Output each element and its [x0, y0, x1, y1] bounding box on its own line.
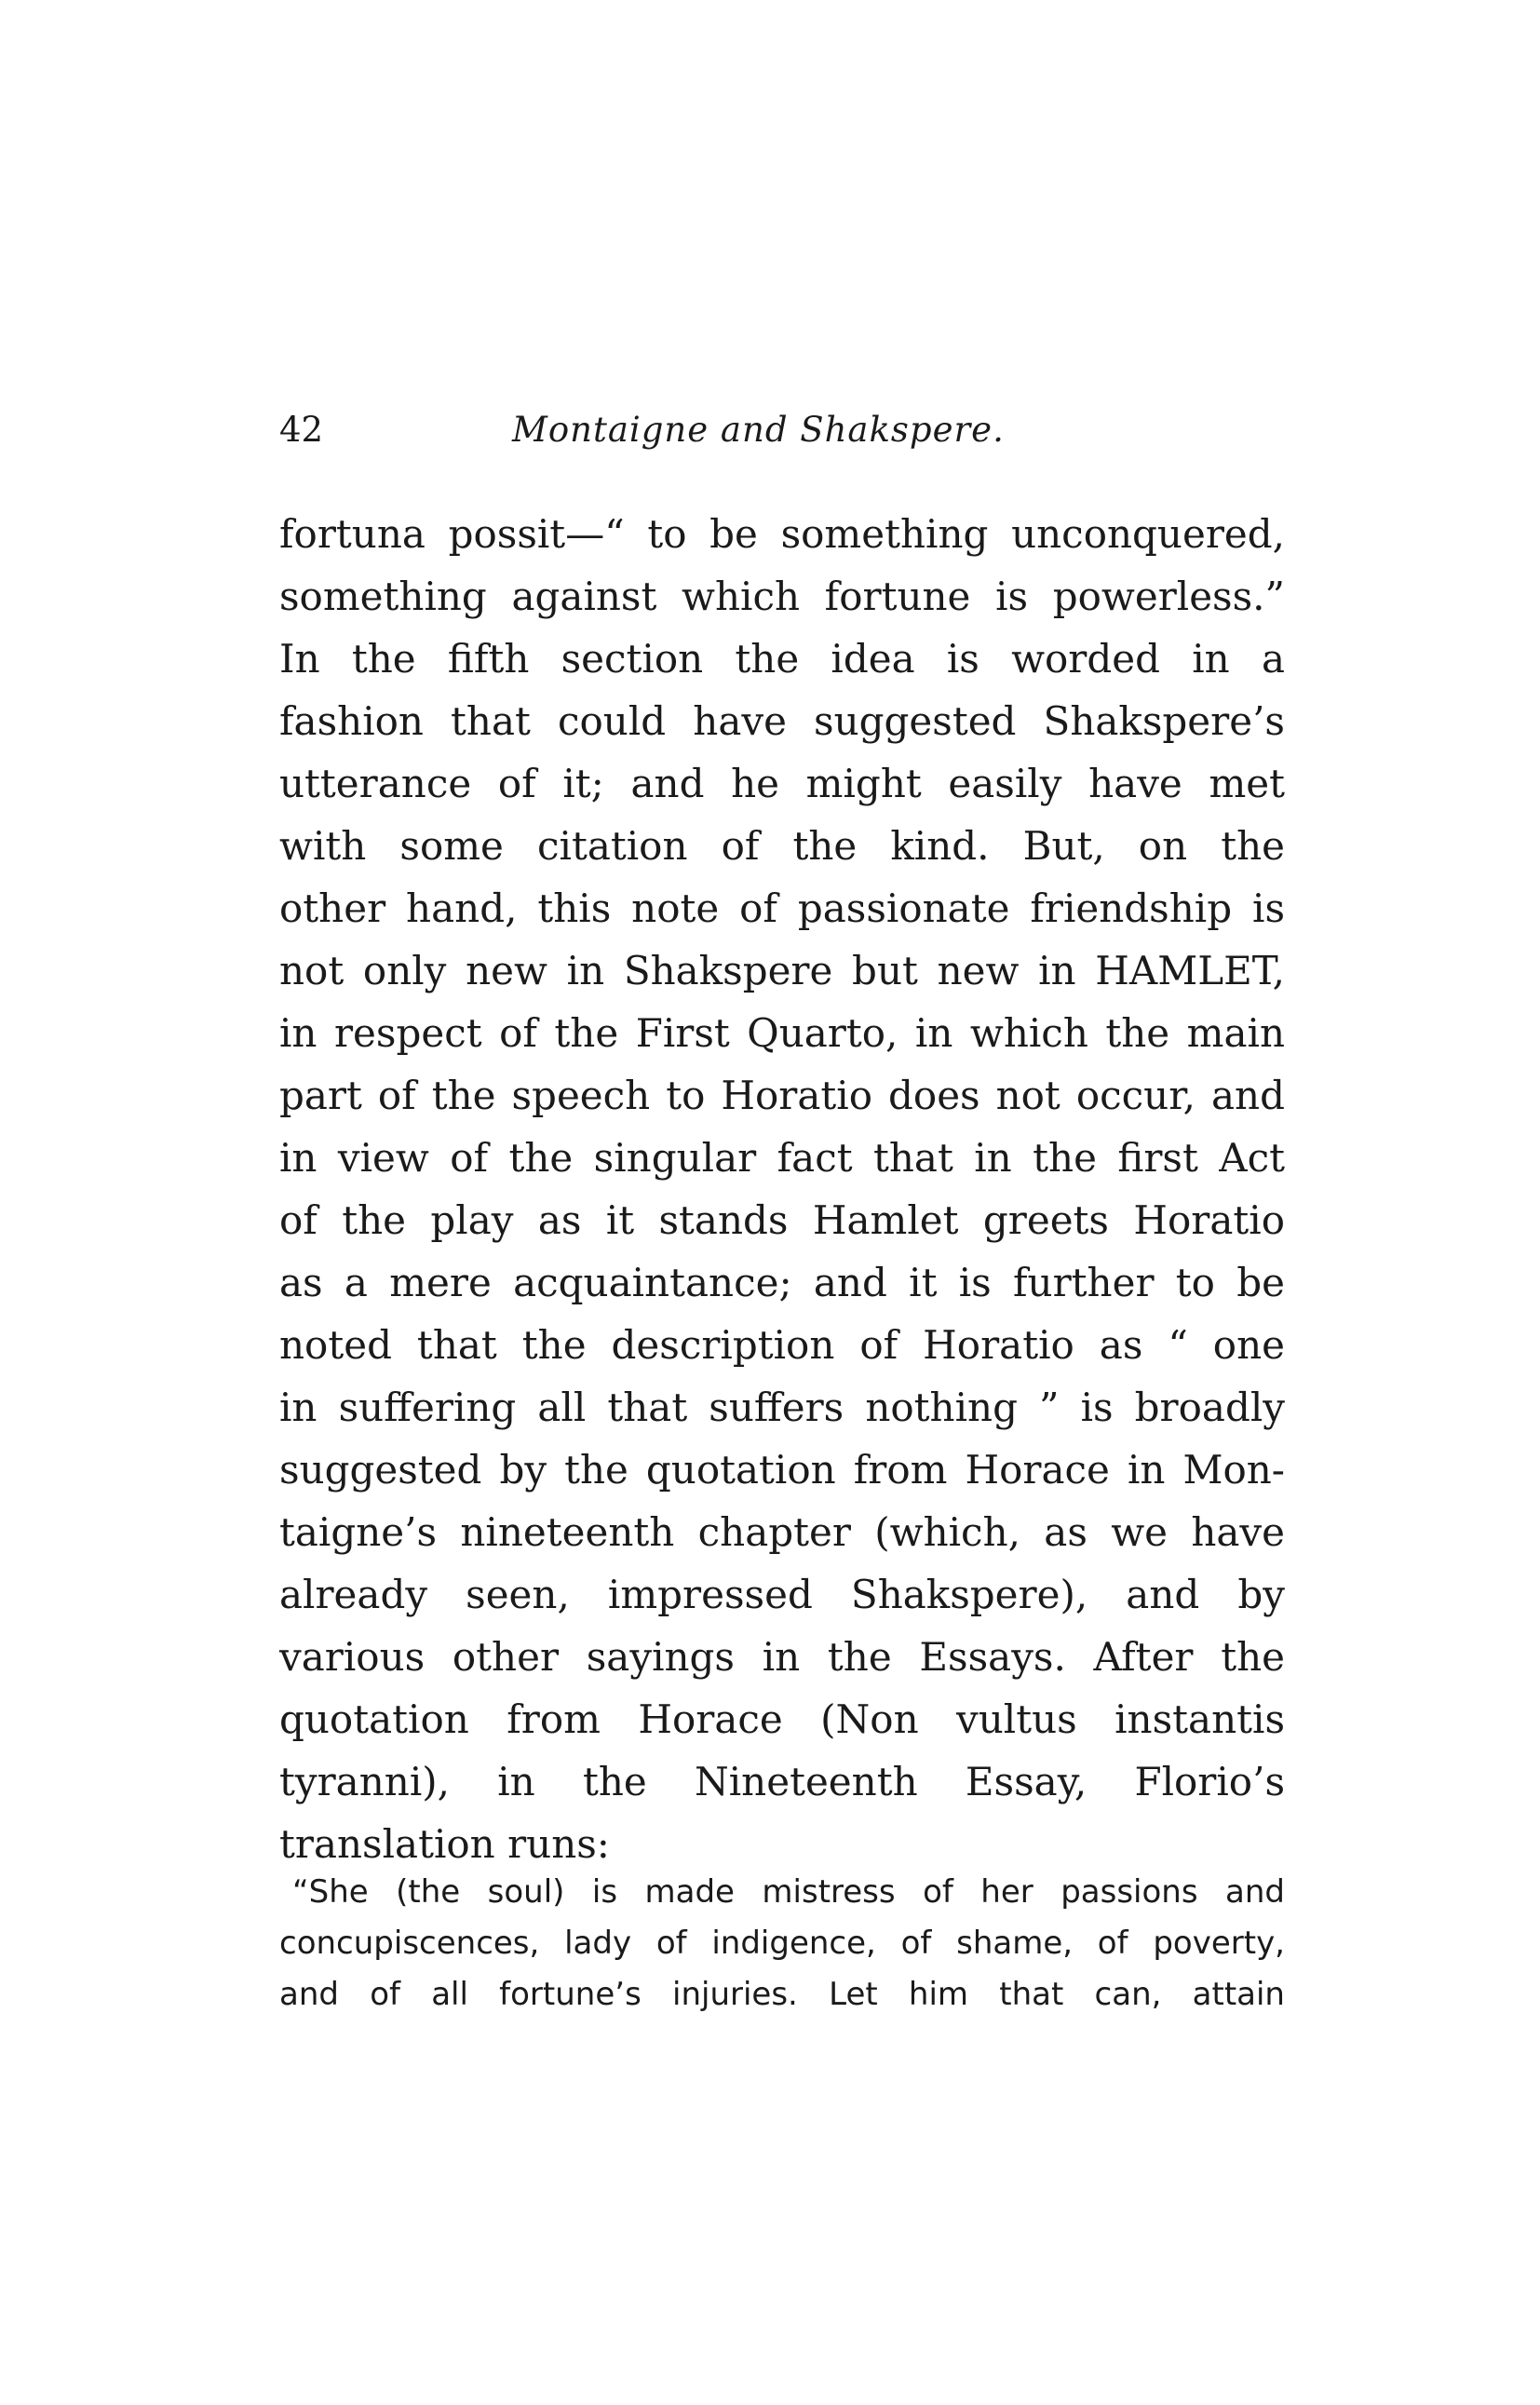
body-line: noted that the description of Horatio as “ one — [279, 1322, 1285, 1368]
body-line: of the play as it stands Hamlet greets Horatio — [279, 1197, 1285, 1243]
body-line: as a mere acquaintance; and it is further to be — [279, 1260, 1285, 1305]
body-line: In the fifth section the idea is worded in a — [279, 636, 1285, 682]
block-quotation — [279, 1867, 1285, 2020]
body-line: other hand, this note of passionate friendship is — [279, 885, 1285, 931]
running-head — [279, 410, 1285, 466]
body-line: in suffering all that suffers nothing ” is broadly — [279, 1385, 1285, 1430]
body-line: fortuna possit—“ to be something unconquered, — [279, 511, 1285, 557]
running-title: Montaigne and Shakspere. — [512, 410, 1005, 450]
body-line: in respect of the First Quarto, in which the main — [279, 1010, 1285, 1056]
quote-line: and of all fortune’s injuries. Let him that can, attain — [279, 1976, 1285, 2013]
body-line: tyranni), in the Nineteenth Essay, Florio’s — [279, 1759, 1285, 1804]
quote-line: “She (the soul) is made mistress of her passions and — [292, 1873, 1285, 1911]
body-line: fashion that could have suggested Shakspere’s — [279, 698, 1285, 744]
body-line: taigne’s nineteenth chapter (which, as we have — [279, 1509, 1285, 1555]
body-line: with some citation of the kind. But, on the — [279, 823, 1285, 869]
body-line: not only new in Shakspere but new in HAMLET, — [279, 948, 1285, 993]
quote-line: concupiscences, lady of indigence, of shame, of poverty, — [279, 1925, 1285, 1962]
body-line: utterance of it; and he might easily have met — [279, 761, 1285, 806]
body-line: already seen, impressed Shakspere), and by — [279, 1572, 1285, 1617]
body-line: various other sayings in the Essays. After the — [279, 1634, 1285, 1680]
body-line: something against which fortune is powerless.” — [279, 574, 1285, 619]
body-paragraph — [279, 503, 1285, 1875]
body-line: quotation from Horace (Non vultus instantis — [279, 1696, 1285, 1742]
body-line: in view of the singular fact that in the first Act — [279, 1135, 1285, 1181]
body-line: translation runs: — [279, 1821, 610, 1867]
page-number: 42 — [279, 410, 324, 450]
body-line: suggested by the quotation from Horace in Mon- — [279, 1447, 1285, 1493]
body-line: part of the speech to Horatio does not occur, and — [279, 1073, 1285, 1118]
